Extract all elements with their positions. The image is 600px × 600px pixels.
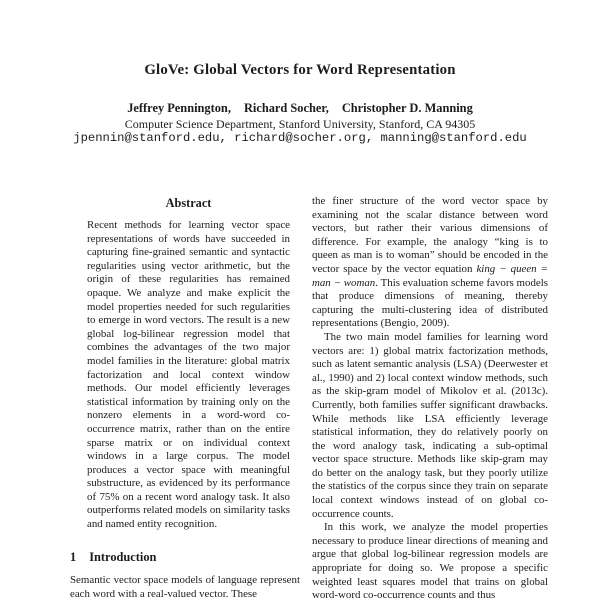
paper-title: GloVe: Global Vectors for Word Representation bbox=[144, 62, 456, 78]
author-name: Christopher D. Manning bbox=[341, 101, 473, 115]
right-column-paragraph-3: In this work, we analyze the model properties necessary to produce linear directions of meaning and argue that global log-bilinear regression models are appropriate for doing so. We propose a specific weighted least squares model that trains on global word-word co-occurrence counts and thus bbox=[312, 521, 548, 600]
right-column-paragraph-1: the finer structure of the word vector space by examining not the scalar distance between word vectors, but rather their various dimensions of difference. For example, the analogy “king is to queen as man is to woman” should be encoded in the vector space by the vector equation king − queen = man − woman. This evaluation scheme favors models that produce dimensions of meaning, thereby capturing the multi-clustering idea of distributed representations (Bengio, 2009). bbox=[312, 195, 549, 330]
introduction-paragraph: Semantic vector space models of language represent each word with a real-valued vector. These bbox=[70, 574, 300, 600]
abstract-section bbox=[70, 196, 300, 532]
right-column bbox=[312, 195, 548, 600]
section-number: 1 bbox=[70, 550, 77, 564]
abstract-heading: Abstract bbox=[165, 196, 212, 210]
right-column-paragraph-2: The two main model families for learning word vectors are: 1) global matrix factorization methods, such as latent semantic analysis (LSA) (Deerwester et al., 1990) and 2) local context window methods, such as the skip-gram model of Mikolov et al. (2013c). Currently, both families suffer significant drawbacks. While methods like LSA efficiently leverage statistical information, they do relatively poorly on the word analogy task, indicating a sub-optimal vector space structure. Methods like skip-gram may do better on the analogy task, but they poorly utilize the statistics of the corpus since they train on separate local context windows instead of on global co-occurrence counts. bbox=[312, 330, 548, 520]
section-title: Introduction bbox=[89, 550, 157, 564]
email-line: jpennin@stanford.edu, richard@socher.org, manning@stanford.edu bbox=[73, 131, 527, 145]
author-line bbox=[0, 101, 600, 116]
introduction-section bbox=[70, 550, 300, 600]
author-name: Richard Socher, bbox=[243, 101, 329, 115]
abstract-text: Recent methods for learning vector space representations of words have succeeded in capturing fine-grained semantic and syntactic regularities using vector arithmetic, but the origin of these regularities has remained opaque. We analyze and make explicit the model properties needed for such regularities to emerge in word vectors. The result is a new global log-bilinear regression model that combines the advantages of the two major model families in the literature: global matrix factorization and local context window methods. Our model efficiently leverages statistical information by training only on the nonzero elements in a word-word co-occurrence matrix, rather than on the entire sparse matrix or on individual context windows in a large corpus. The model produces a vector space with meaningful substructure, as evidenced by its performance of 75% on a recent word analogy task. It also outperforms related models on similarity tasks and named entity recognition. bbox=[87, 219, 290, 531]
author-name: Jeffrey Pennington, bbox=[127, 101, 231, 115]
section-heading-introduction bbox=[70, 550, 300, 565]
affiliation-line: Computer Science Department, Stanford University, Stanford, CA 94305 bbox=[124, 117, 476, 131]
